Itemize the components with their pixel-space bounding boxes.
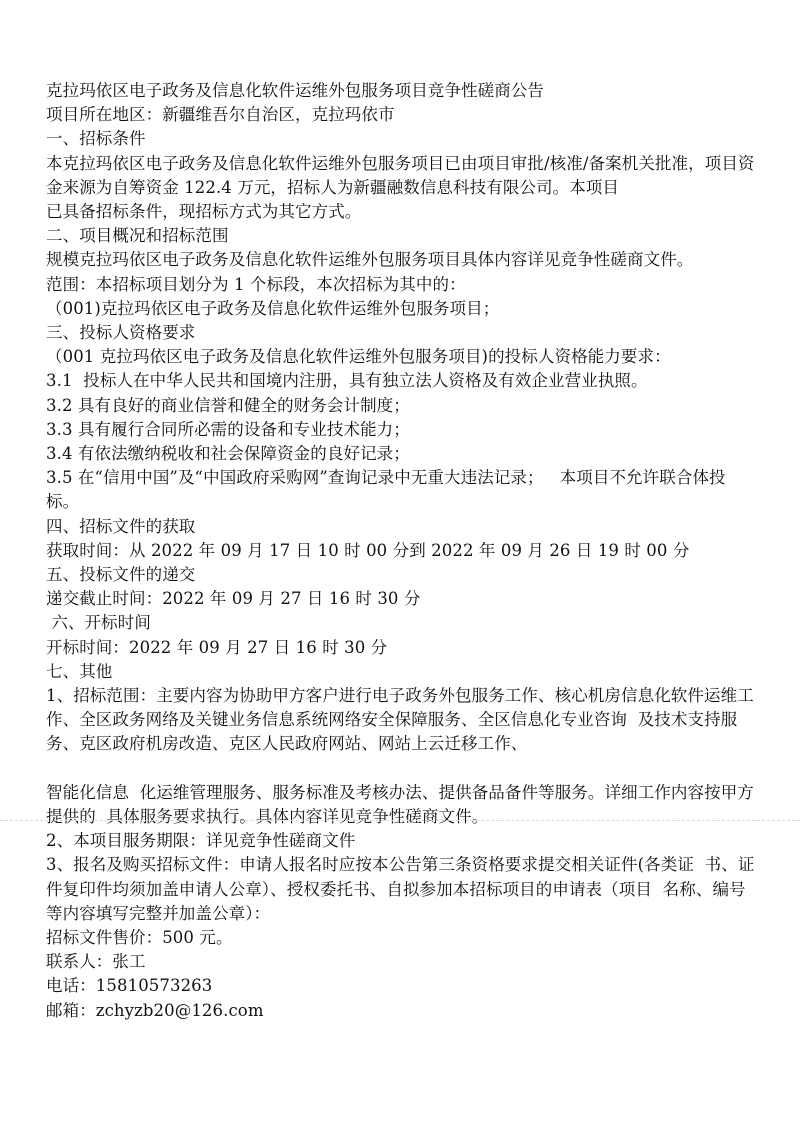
qualification-item-3-4: 3.4 有依法缴纳税收和社会保障资金的良好记录； <box>46 444 410 464</box>
qualification-item-3-5: 3.5 在“信用中国”及“中国政府采购网”查询记录中无重大违法记录； 本项目不允许联合体投标。 <box>46 468 726 512</box>
document-price: 招标文件售价：500 元。 <box>46 927 233 947</box>
page-divider <box>0 820 800 821</box>
contact-person: 联系人：张工 <box>46 952 146 972</box>
qualification-item-3-2: 3.2 具有良好的商业信誉和健全的财务会计制度； <box>46 395 410 415</box>
section-heading-bidding-conditions: 一、招标条件 <box>46 129 146 149</box>
project-location: 项目所在地区：新疆维吾尔自治区，克拉玛依市 <box>46 105 395 125</box>
section-heading-other: 七、其他 <box>46 661 113 681</box>
other-item-2: 2、本项目服务期限：详见竞争性磋商文件 <box>46 831 356 851</box>
qualification-item-3-3: 3.3 具有履行合同所必需的设备和专业技术能力； <box>46 419 410 439</box>
project-scale-paragraph: 规模克拉玛依区电子政务及信息化软件运维外包服务项目具体内容详见竞争性磋商文件。 <box>46 250 694 270</box>
other-item-3: 3、报名及购买招标文件：申请人报名时应按本公告第三条资格要求提交相关证件(各类证 书、证件复印件均须加盖申请人公章）、授权委托书、自拟参加本招标项目的申请表（项目 名称、编号等内容填写完整并加盖公章）： <box>46 855 755 923</box>
section-heading-document-acquisition: 四、招标文件的获取 <box>46 516 196 536</box>
section-heading-qualifications: 三、投标人资格要求 <box>46 323 196 343</box>
other-item-1-part-1: 1、招标范围：主要内容为协助甲方客户进行电子政务外包服务工作、核心机房信息化软件运维工作、全区政务网络及关键业务信息系统网络安全保障服务、全区信息化专业咨询 及技术支持服务、克区政府机房改造、克区人民政府网站、网站上云迁移工作、 <box>46 686 754 754</box>
bidding-conditions-paragraph-2: 已具备招标条件，现招标方式为其它方式。 <box>46 202 362 222</box>
contact-email: 邮箱：zchyzb20@126.com <box>46 1000 264 1020</box>
acquisition-time: 获取时间：从 2022 年 09 月 17 日 10 时 00 分到 2022 年 09 月 26 日 19 时 00 分 <box>46 540 690 560</box>
bidding-conditions-paragraph: 本克拉玛依区电子政务及信息化软件运维外包服务项目已由项目审批/核准/备案机关批准，项目资金来源为自筹资金 122.4 万元，招标人为新疆融数信息科技有限公司。本项目 <box>46 153 755 197</box>
qualifications-intro: （001 克拉玛依区电子政务及信息化软件运维外包服务项目)的投标人资格能力要求： <box>46 347 671 367</box>
bid-opening-time: 开标时间：2022 年 09 月 27 日 16 时 30 分 <box>46 637 388 657</box>
document-title: 克拉玛依区电子政务及信息化软件运维外包服务项目竞争性磋商公告 <box>46 81 544 100</box>
page-break-gap <box>46 757 758 781</box>
section-heading-bid-opening: 六、开标时间 <box>46 613 151 633</box>
document-body <box>46 79 758 1023</box>
section-heading-bid-submission: 五、投标文件的递交 <box>46 565 196 585</box>
section-heading-project-overview: 二、项目概况和招标范围 <box>46 226 229 246</box>
submission-deadline: 递交截止时间：2022 年 09 月 27 日 16 时 30 分 <box>46 589 421 609</box>
contact-phone: 电话：15810573263 <box>46 976 213 996</box>
lot-item: （001)克拉玛依区电子政务及信息化软件运维外包服务项目； <box>46 298 500 318</box>
other-item-1-part-2: 智能化信息 化运维管理服务、服务标准及考核办法、提供备品备件等服务。详细工作内容按甲方提供的 具体服务要求执行。具体内容详见竞争性磋商文件。 <box>46 782 754 826</box>
project-scope-paragraph: 范围：本招标项目划分为 1 个标段，本次招标为其中的： <box>46 274 466 294</box>
qualification-item-3-1: 3.1 投标人在中华人民共和国境内注册，具有独立法人资格及有效企业营业执照。 <box>46 371 648 391</box>
